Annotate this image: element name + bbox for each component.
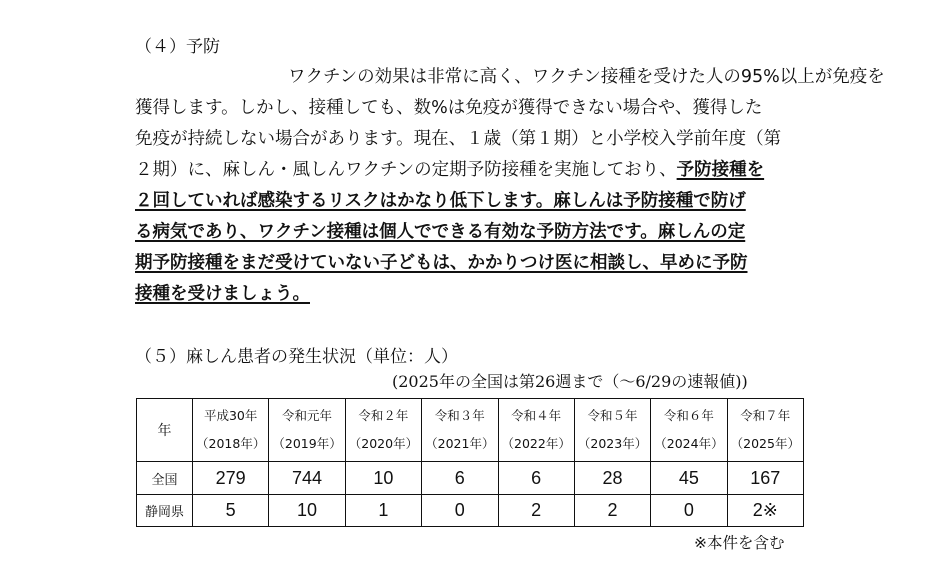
emphasized-line: ２回していれば感染するリスクはかなり低下します。麻しんは予防接種で防げ [135,191,746,211]
table-cell: 5 [193,495,269,527]
table-cell: 0 [422,495,498,527]
year-corner-label: 年 [137,399,193,462]
year-header: 平成30年 （2018年） [193,399,269,462]
paragraph-text: ２期）に、麻しん・風しんワクチンの定期予防接種を実施しており、 [135,160,677,180]
year-header: 令和２年 （2020年） [345,399,421,462]
table-cell: 2 [574,495,650,527]
table-cell: 1 [345,495,421,527]
table-cell: 2※ [727,495,803,527]
table-cell: 279 [193,462,269,495]
paragraph-line: ワクチンの効果は非常に高く、ワクチン接種を受けた人の95%以上が免疫を [288,67,885,87]
table-cell: 10 [269,495,345,527]
year-header: 令和３年 （2021年） [422,399,498,462]
table-row-shizuoka [137,495,804,527]
table-cell: 45 [651,462,727,495]
emphasized-text: 予防接種を [676,160,765,180]
row-label: 静岡県 [137,495,193,527]
emphasized-line: る病気であり、ワクチン接種は個人でできる有効な予防方法です。麻しんの定 [135,222,746,242]
data-period-note: (2025年の全国は第26週まで（～6/29の速報値)) [392,372,748,391]
year-header: 令和６年 （2024年） [651,399,727,462]
table-cell: 744 [269,462,345,495]
table-cell: 167 [727,462,803,495]
footnote: ※本件を含む [694,534,785,552]
section-4-heading: （４）予防 [135,37,220,57]
table-cell: 6 [498,462,574,495]
table-row-national [137,462,804,495]
year-header: 令和４年 （2022年） [498,399,574,462]
year-header: 令和５年 （2023年） [574,399,650,462]
table-cell: 10 [345,462,421,495]
paragraph-line: 免疫が持続しない場合があります。現在、１歳（第１期）と小学校入学前年度（第 [135,129,782,149]
emphasized-line: 期予防接種をまだ受けていない子どもは、かかりつけ医に相談し、早めに予防 [135,253,748,273]
table-cell: 28 [574,462,650,495]
emphasized-line: 接種を受けましょう。 [135,284,310,304]
paragraph-line: 獲得します。しかし、接種しても、数%は免疫が獲得できない場合や、獲得した [135,98,763,118]
row-label: 全国 [137,462,193,495]
table-cell: 6 [422,462,498,495]
year-header: 令和元年 （2019年） [269,399,345,462]
year-header: 令和７年 （2025年） [727,399,803,462]
table-cell: 0 [651,495,727,527]
measles-cases-table [136,398,804,527]
table-cell: 2 [498,495,574,527]
table-header-row [137,399,804,462]
section-5-heading: （５）麻しん患者の発生状況（単位：人） [135,347,458,367]
paragraph-line [135,155,764,185]
